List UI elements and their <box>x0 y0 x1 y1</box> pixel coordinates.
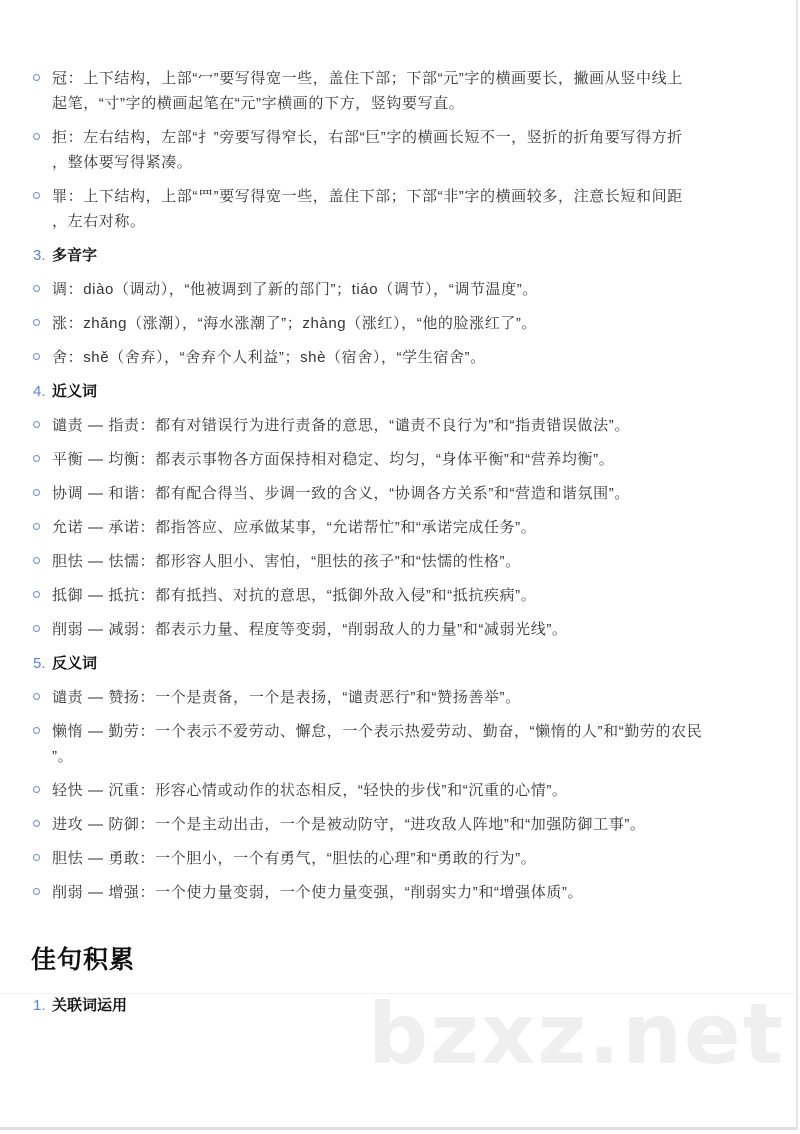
heading-title: 多音字 <box>52 247 98 264</box>
item-text: 罪：上下结构，上部“罒”要写得宽一些，盖住下部；下部“非”字的横画较多，注意长短和间距 <box>52 188 683 205</box>
list-item <box>0 778 800 803</box>
list-item <box>0 277 800 302</box>
list-heading <box>0 243 800 268</box>
item-text: 抵御 — 抵抗：都有抵挡、对抗的意思，“抵御外敌入侵”和“抵抗疾病”。 <box>52 587 537 604</box>
item-text: 削弱 — 减弱：都表示力量、程度等变弱，“削弱敌人的力量”和“减弱光线”。 <box>52 621 568 638</box>
bullet-icon <box>33 489 40 496</box>
item-text: 平衡 — 均衡：都表示事物各方面保持相对稳定、均匀，“身体平衡”和“营养均衡”。 <box>52 451 615 468</box>
list-item <box>0 345 800 370</box>
list-item <box>0 66 800 116</box>
bullet-icon <box>33 74 40 81</box>
list-item <box>0 846 800 871</box>
bullet-icon <box>33 693 40 700</box>
list-item <box>0 447 800 472</box>
item-text: 谴责 — 指责：都有对错误行为进行责备的意思，“谴责不良行为”和“指责错误做法”。 <box>52 417 630 434</box>
bullet-icon <box>33 591 40 598</box>
item-text: 胆怯 — 怯懦：都形容人胆小、害怕，“胆怯的孩子”和“怯懦的性格”。 <box>52 553 521 570</box>
item-text: 冠：上下结构，上部“冖”要写得宽一些，盖住下部；下部“元”字的横画要长，撇画从竖中线上 <box>52 70 683 87</box>
item-text: 轻快 — 沉重：形容心情或动作的状态相反，“轻快的步伐”和“沉重的心情”。 <box>52 782 568 799</box>
list-item <box>0 685 800 710</box>
item-text: ，左右对称。 <box>52 213 146 230</box>
bullet-icon <box>33 192 40 199</box>
list-item <box>0 812 800 837</box>
list-item <box>0 413 800 438</box>
item-text: ，整体要写得紧凑。 <box>52 154 193 171</box>
heading-number: 5. <box>33 655 46 672</box>
bullet-icon <box>33 523 40 530</box>
content-list <box>0 66 800 914</box>
list-item <box>0 583 800 608</box>
item-text: 拒：左右结构，左部“扌”旁要写得窄长，右部“巨”字的横画长短不一，竖折的折角要写得方折 <box>52 129 683 146</box>
item-text: 懒惰 — 勤劳：一个表示不爱劳动、懈怠，一个表示热爱劳动、勤奋，“懒惰的人”和“勤劳的农民 <box>52 723 703 740</box>
section-title: 佳句积累 <box>31 946 136 974</box>
bullet-icon <box>33 820 40 827</box>
sub-heading-number: 1. <box>33 997 46 1014</box>
item-text: 胆怯 — 勇敢：一个胆小，一个有勇气，“胆怯的心理”和“勇敢的行为”。 <box>52 850 537 867</box>
list-item <box>0 184 800 234</box>
bullet-icon <box>33 133 40 140</box>
bullet-icon <box>33 421 40 428</box>
item-text: 谴责 — 赞扬：一个是责备，一个是表扬，“谴责恶行”和“赞扬善举”。 <box>52 689 521 706</box>
bullet-icon <box>33 854 40 861</box>
list-item <box>0 549 800 574</box>
bullet-icon <box>33 285 40 292</box>
heading-number: 4. <box>33 383 46 400</box>
watermark: bzxz.net <box>368 985 785 1083</box>
heading-title: 近义词 <box>52 383 98 400</box>
list-item <box>0 617 800 642</box>
bullet-icon <box>33 455 40 462</box>
item-text: 允诺 — 承诺：都指答应、应承做某事，“允诺帮忙”和“承诺完成任务”。 <box>52 519 537 536</box>
item-text: 进攻 — 防御：一个是主动出击，一个是被动防守，“进攻敌人阵地”和“加强防御工事”。 <box>52 816 646 833</box>
item-text: 调：diào（调动），“他被调到了新的部门”；tiáo（调节），“调节温度”。 <box>52 281 538 298</box>
item-text: ”。 <box>52 748 74 765</box>
bullet-icon <box>33 625 40 632</box>
item-text: 协调 — 和谐：都有配合得当、步调一致的含义，“协调各方关系”和“营造和谐氛围”。 <box>52 485 630 502</box>
heading-number: 3. <box>33 247 46 264</box>
list-item <box>0 719 800 769</box>
bullet-icon <box>33 319 40 326</box>
item-text: 涨：zhǎng（涨潮），“海水涨潮了”；zhàng（涨红），“他的脸涨红了”。 <box>52 315 538 332</box>
list-item <box>0 880 800 905</box>
bullet-icon <box>33 888 40 895</box>
bullet-icon <box>33 353 40 360</box>
bullet-icon <box>33 557 40 564</box>
item-text: 削弱 — 增强：一个使力量变弱，一个使力量变强，“削弱实力”和“增强体质”。 <box>52 884 584 901</box>
bullet-icon <box>33 786 40 793</box>
heading-title: 反义词 <box>52 655 98 672</box>
list-heading <box>0 379 800 404</box>
item-text: 舍：shě（舍弃），“舍弃个人利益”；shè（宿舍），“学生宿舍”。 <box>52 349 486 366</box>
bullet-icon <box>33 727 40 734</box>
list-item <box>0 481 800 506</box>
item-text: 起笔，“寸”字的横画起笔在“元”字横画的下方，竖钩要写直。 <box>52 95 465 112</box>
list-item <box>0 311 800 336</box>
list-item <box>0 125 800 175</box>
list-heading <box>0 651 800 676</box>
sub-heading-title: 关联词运用 <box>52 997 128 1014</box>
list-item <box>0 515 800 540</box>
